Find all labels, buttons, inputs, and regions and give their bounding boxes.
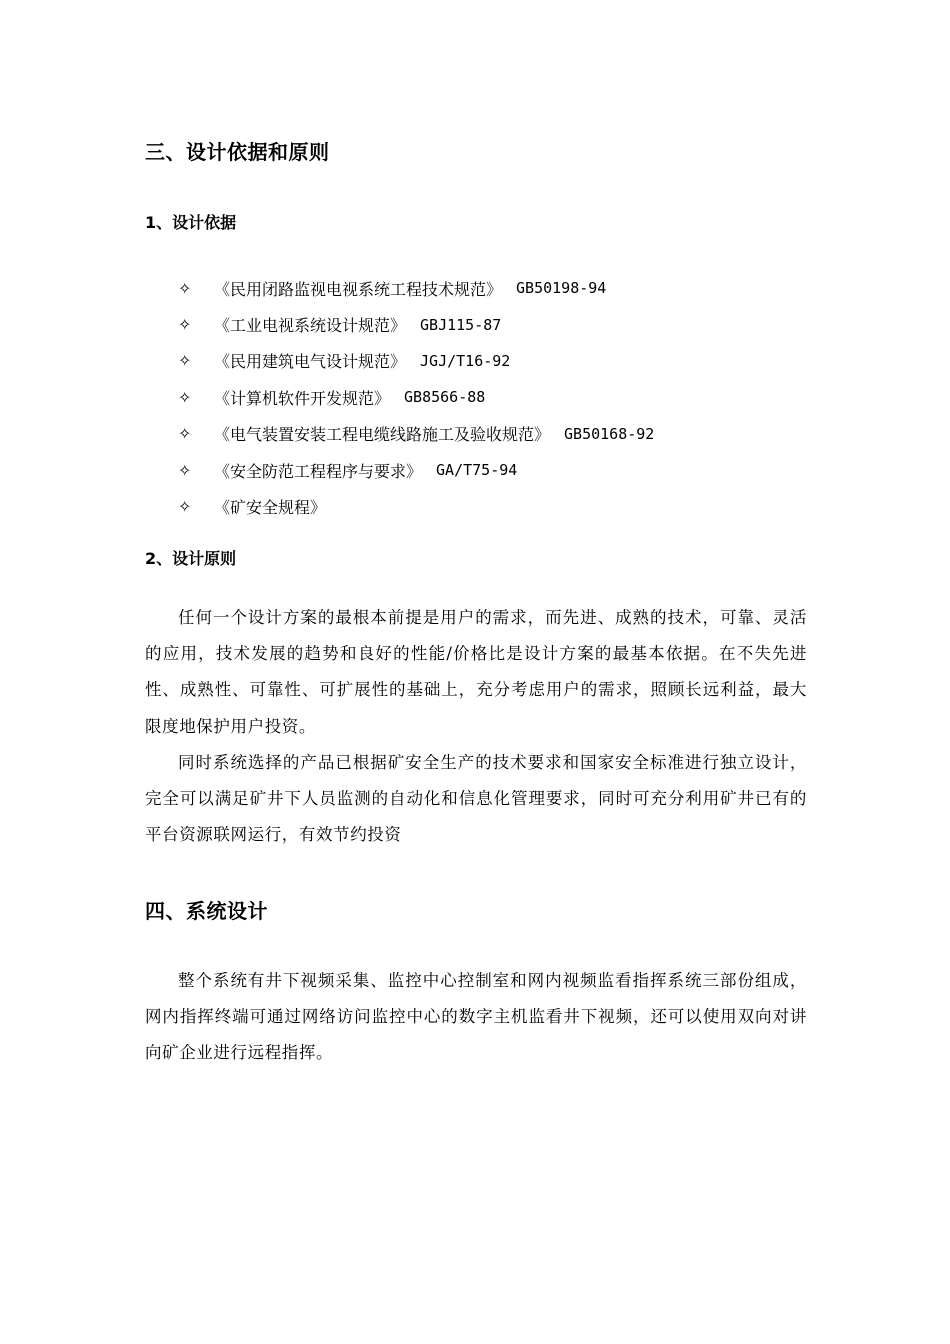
standard-reference-item	[178, 306, 654, 342]
standard-title: 《工业电视系统设计规范》	[214, 316, 407, 336]
diamond-star-icon: ✧	[178, 278, 192, 298]
standard-code: GB50198-94	[516, 279, 607, 298]
standard-reference-item	[178, 343, 654, 379]
design-principles-paragraph-1: 任何一个设计方案的最根本前提是用户的需求，而先进、成熟的技术，可靠、灵活的应用，技术发展的趋势和良好的性能/价格比是设计方案的最基本依据。在不失先进性、成熟性、可靠性、可扩展性的基础上，充分考虑用户的需求，照顾长远利益，最大限度地保护用户投资。	[145, 608, 807, 736]
diamond-star-icon: ✧	[178, 351, 192, 371]
standards-reference-list	[178, 270, 654, 525]
standard-reference-item	[178, 488, 654, 524]
diamond-star-icon: ✧	[178, 497, 192, 517]
standard-title: 《民用建筑电气设计规范》	[214, 352, 407, 372]
diamond-star-icon: ✧	[178, 387, 192, 407]
standard-title: 《电气装置安装工程电缆线路施工及验收规范》	[214, 425, 551, 445]
standard-code: GA/T75-94	[436, 461, 518, 480]
standard-title: 《安全防范工程程序与要求》	[214, 461, 423, 481]
standard-reference-item	[178, 452, 654, 488]
standard-code: GBJ115-87	[420, 315, 502, 334]
diamond-star-icon: ✧	[178, 460, 192, 480]
design-principles-paragraph-2: 同时系统选择的产品已根据矿安全生产的技术要求和国家安全标准进行独立设计，完全可以满足矿井下人员监测的自动化和信息化管理要求，同时可充分利用矿井已有的平台资源联网运行，有效节约投资	[145, 753, 807, 845]
standard-code: JGJ/T16-92	[420, 351, 511, 370]
section-heading-design-basis-principles: 三、设计依据和原则	[145, 140, 330, 164]
standard-code: GB50168-92	[564, 424, 655, 443]
subsection-heading-design-basis: 1、设计依据	[145, 213, 237, 232]
standard-title: 《民用闭路监视电视系统工程技术规范》	[214, 279, 503, 299]
subsection-heading-design-principles: 2、设计原则	[145, 549, 237, 568]
system-design-paragraph: 整个系统有井下视频采集、监控中心控制室和网内视频监看指挥系统三部份组成，网内指挥终端可通过网络访问监控中心的数字主机监看井下视频，还可以使用双向对讲向矿企业进行远程指挥。	[145, 971, 807, 1063]
standard-reference-item	[178, 416, 654, 452]
standard-reference-item	[178, 379, 654, 415]
standard-title: 《矿安全规程》	[214, 498, 327, 518]
diamond-star-icon: ✧	[178, 315, 192, 335]
standard-title: 《计算机软件开发规范》	[214, 388, 391, 408]
standard-reference-item	[178, 270, 654, 306]
diamond-star-icon: ✧	[178, 424, 192, 444]
section-heading-system-design: 四、系统设计	[145, 899, 268, 923]
standard-code: GB8566-88	[404, 388, 486, 407]
